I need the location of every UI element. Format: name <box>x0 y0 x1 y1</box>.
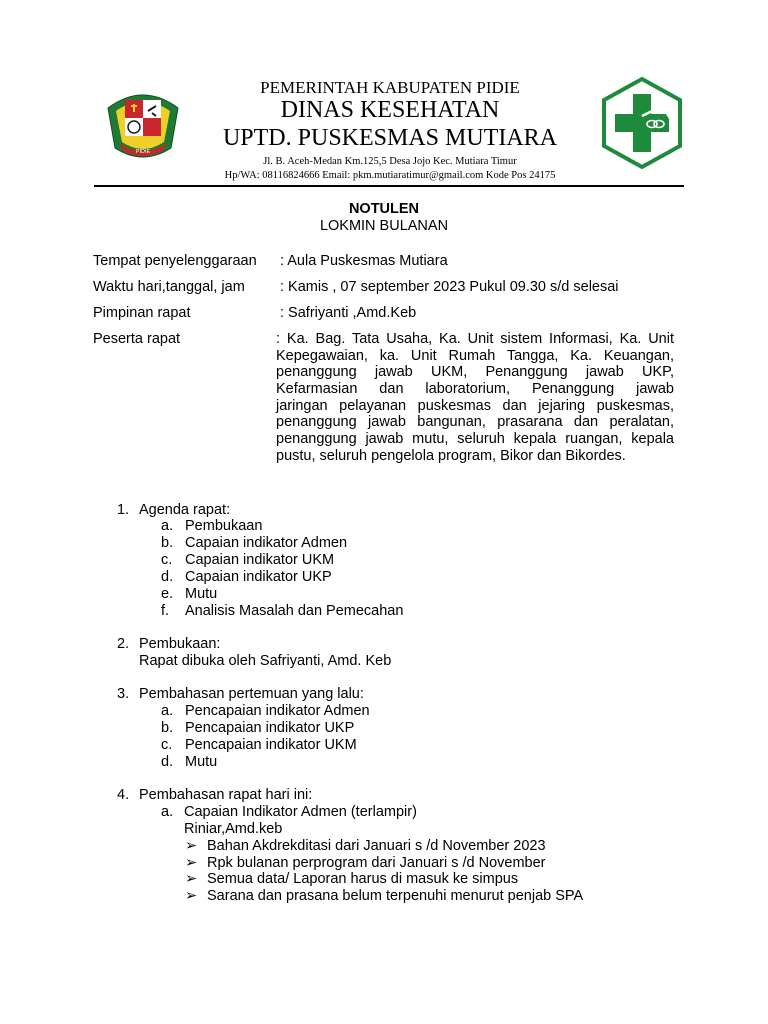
letterhead-contact: Hp/WA: 08116824666 Email: pkm.mutiaratimur@gmail.com Kode Pos 24175 <box>224 170 556 181</box>
agenda-item: Pembukaan <box>185 518 263 534</box>
section-4-sub-title: Capaian Indikator Admen (terlampir) <box>184 804 417 820</box>
time-value: : Kamis , 07 september 2023 Pukul 09.30 s/d selesai <box>280 279 619 295</box>
participants-label: Peserta rapat <box>93 331 181 347</box>
document-title: NOTULEN <box>348 201 420 217</box>
review-item: Pencapaian indikator UKM <box>185 737 357 753</box>
agenda-marker: d. <box>161 569 174 585</box>
venue-value: : Aula Puskesmas Mutiara <box>280 253 448 269</box>
arrow-bullet-icon: ➢ <box>185 855 198 871</box>
discussion-bullet: Sarana dan prasana belum terpenuhi menurut penjab SPA <box>207 888 584 904</box>
agenda-marker: f. <box>161 603 170 619</box>
participants-value <box>276 331 674 465</box>
agenda-marker: b. <box>161 535 174 551</box>
chair-label: Pimpinan rapat <box>93 305 191 321</box>
section-2-number: 2. <box>117 636 130 652</box>
section-4-number: 4. <box>117 787 130 803</box>
participants-line: pustu, seluruh pengelola program, Bikor dan Bikordes. <box>276 447 626 464</box>
agenda-item: Capaian indikator Admen <box>185 535 348 551</box>
letterhead-government: PEMERINTAH KABUPATEN PIDIE <box>260 78 520 97</box>
section-1-number: 1. <box>117 502 130 518</box>
review-marker: a. <box>161 703 174 719</box>
section-4-title: Pembahasan rapat hari ini: <box>139 787 313 803</box>
review-item: Mutu <box>185 754 218 770</box>
arrow-bullet-icon: ➢ <box>185 838 198 854</box>
agenda-marker: a. <box>161 518 174 534</box>
letterhead-agency: DINAS KESEHATAN <box>280 97 500 123</box>
agenda-item: Mutu <box>185 586 218 602</box>
letterhead-unit: UPTD. PUSKESMAS MUTIARA <box>222 125 558 151</box>
arrow-bullet-icon: ➢ <box>185 888 198 904</box>
emblem-ribbon-text: PIDIE <box>135 149 151 155</box>
section-2-title: Pembukaan: <box>139 636 221 652</box>
section-1-title: Agenda rapat: <box>139 502 231 518</box>
review-marker: c. <box>161 737 173 753</box>
venue-label: Tempat penyelenggaraan <box>93 253 257 269</box>
agenda-item: Capaian indikator UKM <box>185 552 335 568</box>
discussion-bullet: Bahan Akdrekditasi dari Januari s /d November 2023 <box>207 838 546 854</box>
arrow-bullet-icon: ➢ <box>185 871 198 887</box>
participants-line: jaringan pelayanan puskesmas dan jejaring puskesmas, <box>276 397 674 414</box>
section-3-title: Pembahasan pertemuan yang lalu: <box>139 686 364 702</box>
review-marker: d. <box>161 754 174 770</box>
section-4-sub-marker: a. <box>161 804 174 820</box>
discussion-bullet: Semua data/ Laporan harus di masuk ke simpus <box>207 871 519 887</box>
review-marker: b. <box>161 720 174 736</box>
participants-line: Kefarmasian dan laboratorium, Penanggung jawab <box>276 381 674 398</box>
letterhead-divider <box>94 185 684 187</box>
agenda-marker: e. <box>161 586 174 602</box>
participants-line: penanggung jawab mutu, seluruh kepala ruangan, kepala <box>276 431 674 448</box>
puskesmas-logo <box>600 76 684 170</box>
participants-line: penanggung jawab bangunan, prasarana dan peralatan, <box>276 414 674 431</box>
participants-line: Kepegawaian, ka. Unit Rumah Tangga, Ka. Keuangan, <box>276 347 674 364</box>
review-item: Pencapaian indikator UKP <box>185 720 355 736</box>
participants-line: penanggung jawab UKM, Penanggung jawab UKP, <box>276 364 674 381</box>
review-item: Pencapaian indikator Admen <box>185 703 370 719</box>
participants-line: : Ka. Bag. Tata Usaha, Ka. Unit sistem Informasi, Ka. Unit <box>276 331 674 347</box>
agenda-marker: c. <box>161 552 173 568</box>
agenda-item: Analisis Masalah dan Pemecahan <box>185 603 404 619</box>
time-label: Waktu hari,tanggal, jam <box>93 279 245 295</box>
section-3-number: 3. <box>117 686 130 702</box>
document-subtitle: LOKMIN BULANAN <box>319 218 449 234</box>
pidie-emblem-logo <box>98 78 188 168</box>
chair-value: : Safriyanti ,Amd.Keb <box>280 305 417 321</box>
section-4-presenter: Riniar,Amd.keb <box>184 821 283 837</box>
discussion-bullet: Rpk bulanan perprogram dari Januari s /d November <box>207 855 546 871</box>
section-2-body: Rapat dibuka oleh Safriyanti, Amd. Keb <box>139 653 392 669</box>
letterhead-address: Jl. B. Aceh-Medan Km.125,5 Desa Jojo Kec. Mutiara Timur <box>263 156 517 167</box>
agenda-item: Capaian indikator UKP <box>185 569 332 585</box>
